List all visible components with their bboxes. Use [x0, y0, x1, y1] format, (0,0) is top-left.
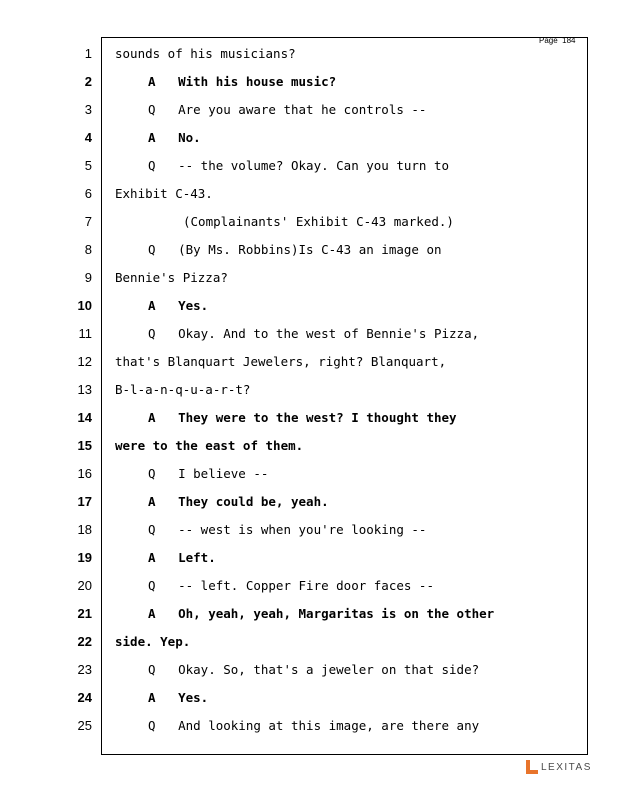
line-number: 21 [77, 606, 92, 621]
line-number: 19 [77, 550, 92, 565]
line-number: 15 [77, 438, 92, 453]
transcript-line: Q I believe -- [148, 466, 269, 481]
transcript-line: B-l-a-n-q-u-a-r-t? [115, 382, 251, 397]
line-number: 11 [78, 326, 92, 341]
line-number: 13 [77, 382, 92, 397]
line-number: 6 [84, 186, 92, 201]
transcript-line: Q (By Ms. Robbins)Is C-43 an image on [148, 242, 442, 257]
transcript-line: were to the east of them. [115, 438, 304, 453]
transcript-line: A Yes. [148, 690, 209, 705]
page-number-label [539, 36, 576, 45]
page-number: 184 [562, 36, 576, 45]
line-number: 18 [77, 522, 92, 537]
line-number: 5 [84, 158, 92, 173]
line-number: 24 [77, 690, 92, 705]
line-number: 4 [84, 130, 92, 145]
transcript-line: Exhibit C-43. [115, 186, 213, 201]
transcript-line: A They could be, yeah. [148, 494, 329, 509]
line-number: 14 [77, 410, 92, 425]
line-number: 2 [84, 74, 92, 89]
transcript-line: (Complainants' Exhibit C-43 marked.) [183, 214, 454, 229]
line-number: 20 [77, 578, 92, 593]
transcript-line: A They were to the west? I thought they [148, 410, 457, 425]
transcript-line: Q Okay. So, that's a jeweler on that side? [148, 662, 480, 677]
transcript-line: sounds of his musicians? [115, 46, 296, 61]
transcript-line: A No. [148, 130, 201, 145]
transcript-line: Q -- the volume? Okay. Can you turn to [148, 158, 450, 173]
line-number: 3 [84, 102, 92, 117]
line-number: 17 [77, 494, 92, 509]
lexitas-logo-mark-icon [526, 760, 538, 774]
lexitas-logo [526, 758, 592, 776]
line-number: 12 [77, 354, 92, 369]
line-number: 16 [77, 466, 92, 481]
transcript-line: Q And looking at this image, are there any [148, 718, 480, 733]
transcript-line: Q Okay. And to the west of Bennie's Pizza, [148, 326, 480, 341]
line-number: 22 [77, 634, 92, 649]
transcript-line: Q -- left. Copper Fire door faces -- [148, 578, 434, 593]
line-number: 9 [84, 270, 92, 285]
transcript-line: Q -- west is when you're looking -- [148, 522, 427, 537]
transcript-line: Bennie's Pizza? [115, 270, 228, 285]
transcript-line: Q Are you aware that he controls -- [148, 102, 427, 117]
transcript-line: that's Blanquart Jewelers, right? Blanquart, [115, 354, 447, 369]
logo-text: LEXITAS [541, 761, 592, 773]
transcript-line: A Yes. [148, 298, 209, 313]
line-number: 8 [84, 242, 92, 257]
transcript-line: A Left. [148, 550, 216, 565]
line-number: 1 [84, 46, 92, 61]
transcript-line: A With his house music? [148, 74, 337, 89]
line-number: 23 [77, 662, 92, 677]
page-label-text: Page [539, 36, 558, 45]
line-number: 7 [84, 214, 92, 229]
transcript-line: side. Yep. [115, 634, 191, 649]
line-number: 10 [77, 298, 92, 313]
transcript-line: A Oh, yeah, yeah, Margaritas is on the other [148, 606, 495, 621]
line-number: 25 [77, 718, 92, 733]
